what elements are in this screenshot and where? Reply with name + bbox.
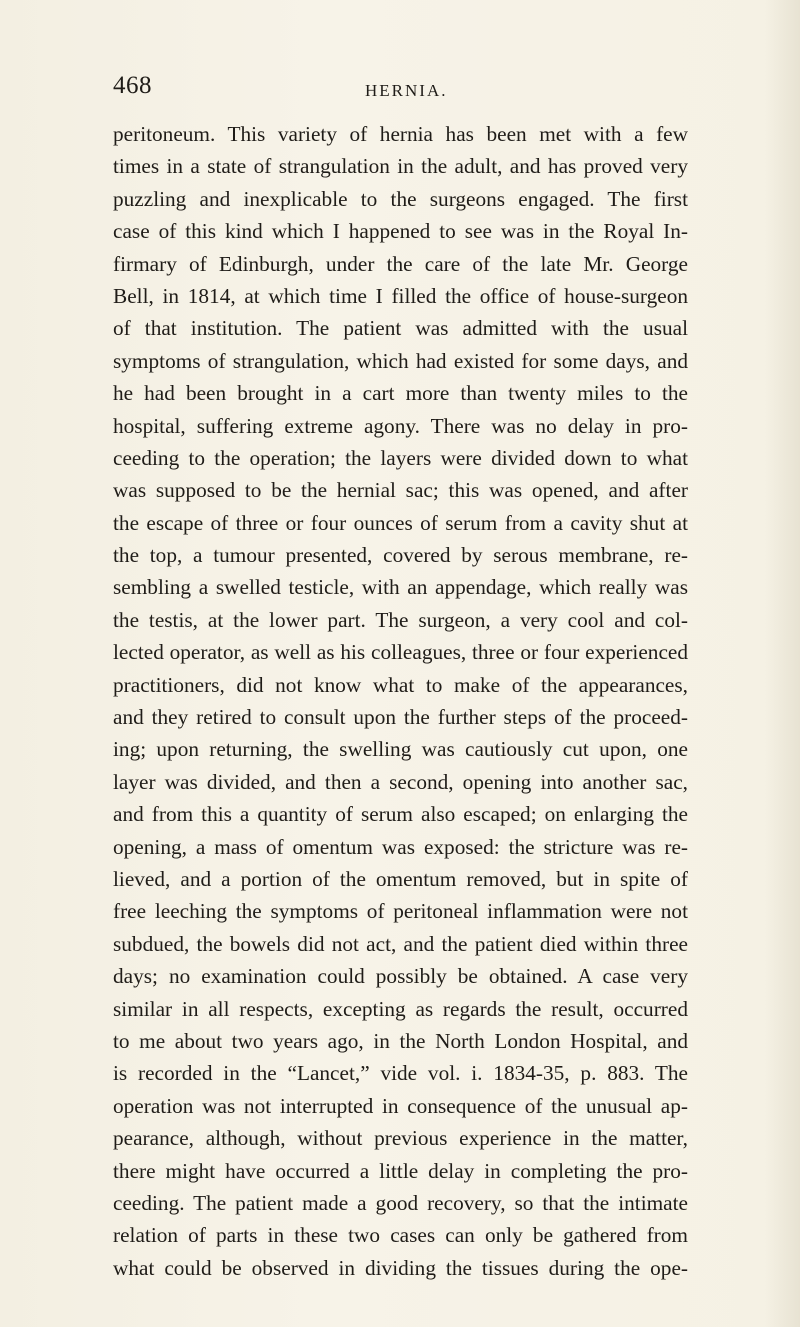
text-line: to me about two years ago, in the North London Hospital, and xyxy=(113,1028,688,1053)
running-head xyxy=(113,72,688,104)
text-line: and from this a quantity of serum also escaped; on enlarging the xyxy=(113,802,688,827)
text-line: puzzling and inexplicable to the surgeons engaged. The first xyxy=(113,186,688,211)
text-line: is recorded in the “Lancet,” vide vol. i. 1834-35, p. 883. The xyxy=(113,1061,688,1086)
text-line: relation of parts in these two cases can only be gathered from xyxy=(113,1223,688,1248)
text-line: practitioners, did not know what to make of the appearances, xyxy=(113,672,688,697)
text-line: opening, a mass of omentum was exposed: the stricture was re- xyxy=(113,834,688,859)
text-line: Bell, in 1814, at which time I filled the office of house-surgeon xyxy=(113,283,688,308)
text-line: subdued, the bowels did not act, and the patient died within three xyxy=(113,931,688,956)
text-line: was supposed to be the hernial sac; this was opened, and after xyxy=(113,478,688,503)
body-text xyxy=(113,118,688,1284)
text-line: he had been brought in a cart more than twenty miles to the xyxy=(113,381,688,406)
text-line: the escape of three or four ounces of serum from a cavity shut at xyxy=(113,510,688,535)
text-line: symptoms of strangulation, which had existed for some days, and xyxy=(113,348,688,373)
page-number: 468 xyxy=(113,72,152,99)
text-line: times in a state of strangulation in the adult, and has proved very xyxy=(113,154,688,179)
text-line: pearance, although, without previous experience in the matter, xyxy=(113,1126,688,1151)
text-line: the testis, at the lower part. The surgeon, a very cool and col- xyxy=(113,607,688,632)
text-line: layer was divided, and then a second, opening into another sac, xyxy=(113,769,688,794)
text-line: hospital, suffering extreme agony. There was no delay in pro- xyxy=(113,413,688,438)
text-line: of that institution. The patient was admitted with the usual xyxy=(113,316,688,341)
text-line: there might have occurred a little delay in completing the pro- xyxy=(113,1158,688,1183)
text-line: firmary of Edinburgh, under the care of the late Mr. George xyxy=(113,251,688,276)
text-line: what could be observed in dividing the tissues during the ope- xyxy=(113,1255,688,1280)
text-line: operation was not interrupted in consequence of the unusual ap- xyxy=(113,1093,688,1118)
page-edge-shadow xyxy=(764,0,800,1327)
text-line: peritoneum. This variety of hernia has been met with a few xyxy=(113,122,688,146)
text-line: ceeding to the operation; the layers were divided down to what xyxy=(113,445,688,470)
text-line: the top, a tumour presented, covered by serous membrane, re- xyxy=(113,543,688,568)
text-line: ceeding. The patient made a good recovery, so that the intimate xyxy=(113,1190,688,1215)
text-line: similar in all respects, excepting as regards the result, occurred xyxy=(113,996,688,1021)
text-line: case of this kind which I happened to see was in the Royal In- xyxy=(113,219,688,244)
text-line: lected operator, as well as his colleagues, three or four experienced xyxy=(113,640,688,665)
text-line: ing; upon returning, the swelling was cautiously cut upon, one xyxy=(113,737,688,762)
text-line: sembling a swelled testicle, with an appendage, which really was xyxy=(113,575,688,600)
running-title: HERNIA. xyxy=(365,81,448,100)
text-line: days; no examination could possibly be obtained. A case very xyxy=(113,964,688,989)
text-line: lieved, and a portion of the omentum removed, but in spite of xyxy=(113,866,688,891)
text-line: and they retired to consult upon the further steps of the proceed- xyxy=(113,705,688,730)
text-line: free leeching the symptoms of peritoneal inflammation were not xyxy=(113,899,688,924)
